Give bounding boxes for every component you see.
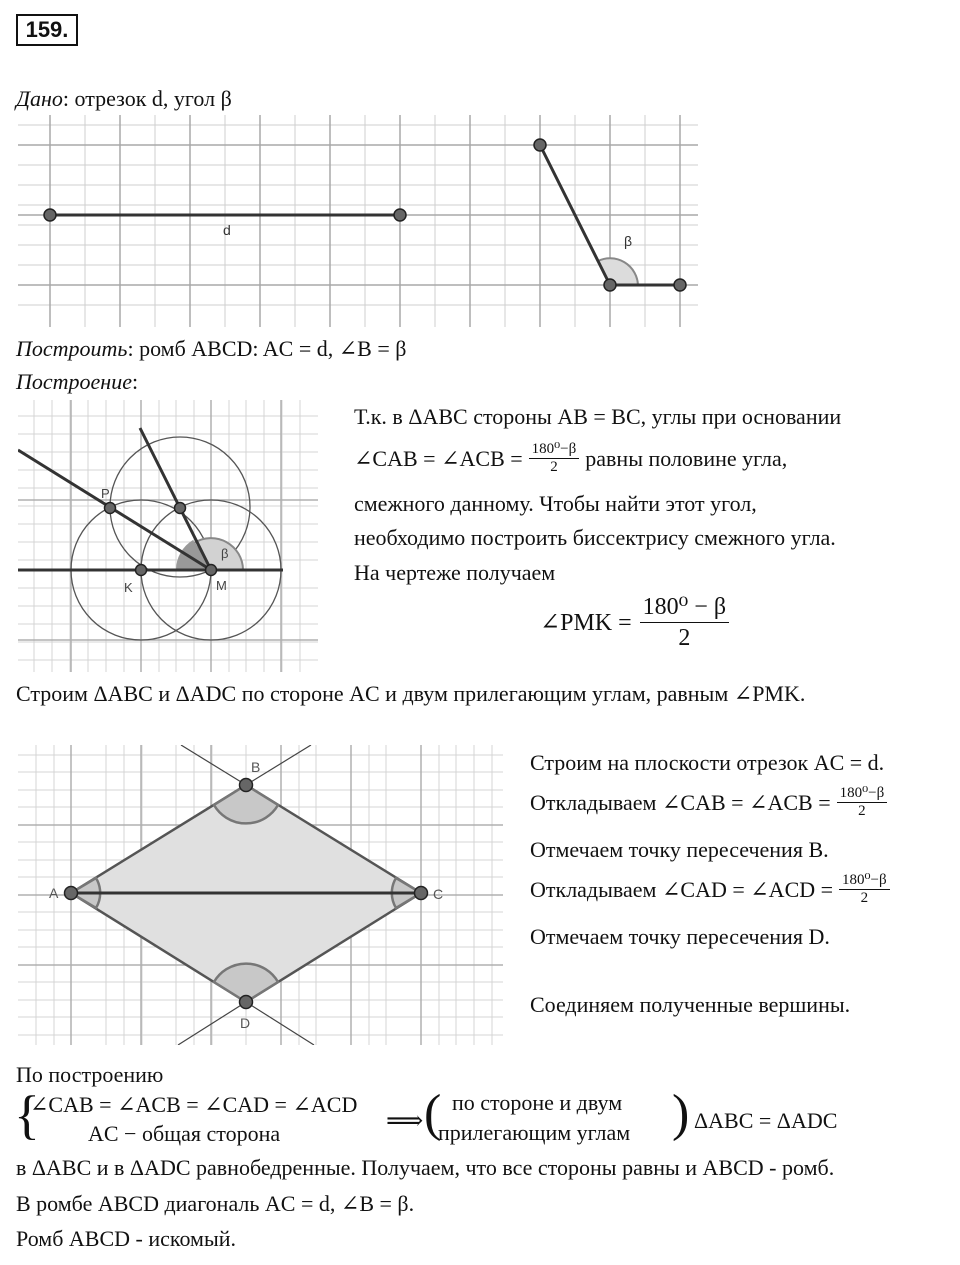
system-line-1: ∠CAB = ∠ACB = ∠CAD = ∠ACD	[30, 1092, 358, 1117]
pmk-formula	[540, 592, 729, 653]
explanation-line-1: Т.к. в ΔABC стороны AB = BC, углы при основании	[354, 404, 842, 429]
step-6: Соединяем полученные вершины.	[530, 992, 851, 1017]
point-m	[206, 565, 217, 576]
bisector-figure	[18, 400, 318, 672]
pmk-formula-lhs: ∠PMK =	[540, 610, 632, 636]
implies-arrow: ⟹	[386, 1106, 424, 1135]
point-p-label: P	[101, 486, 110, 501]
criteria-left-paren: (	[424, 1085, 442, 1142]
explanation-line-5: На чертеже получаем	[354, 560, 556, 585]
congruence-result: ΔABC = ΔADC	[694, 1108, 838, 1133]
vertex-d-label: D	[240, 1015, 251, 1031]
step-1: Строим на плоскости отрезок AC = d.	[530, 750, 885, 775]
construct-text: : ромб ABCD: AC = d, ∠B = β	[127, 336, 407, 361]
segment-d-label: d	[223, 222, 231, 238]
step-2-denominator: 2	[858, 803, 866, 819]
segment-d-start	[44, 209, 56, 221]
point-p	[105, 503, 116, 514]
explanation-line-3: смежного данному. Чтобы найти этот угол,	[354, 491, 757, 516]
proof-line-3: Ромб ABCD - искомый.	[16, 1226, 236, 1251]
explanation-fraction	[529, 441, 580, 476]
point-intersection	[175, 503, 186, 514]
construction-label: Построение	[16, 369, 132, 394]
step-2	[530, 785, 887, 820]
explanation-line-2	[354, 441, 787, 476]
point-m-label: M	[216, 578, 227, 593]
explanation-formula-suffix: равны половине угла,	[585, 445, 788, 471]
pmk-fraction	[640, 592, 729, 653]
angle-beta-label: β	[624, 233, 633, 249]
step-2-fraction	[837, 785, 888, 820]
construct-label: Построить	[16, 336, 128, 361]
proof-line-1: в ΔABC и в ΔADC равнобедренные. Получаем, что все стороны равны и ABCD - ромб.	[16, 1155, 835, 1180]
angle-point	[674, 279, 686, 291]
given-figure	[18, 115, 698, 327]
step-4-fraction	[839, 872, 890, 907]
angle-vertex	[604, 279, 616, 291]
step-4-numerator: 180⁰−β	[839, 872, 890, 890]
vertex-d	[240, 996, 253, 1009]
vertex-b-label: B	[251, 759, 261, 775]
fraction-numerator: 180⁰−β	[529, 441, 580, 459]
criteria-line-2: прилегающим углам	[438, 1120, 631, 1145]
pmk-numerator: 180⁰ − β	[640, 592, 729, 623]
system-brace: {	[14, 1085, 40, 1145]
vertex-a	[65, 887, 78, 900]
angle-beta-label: β	[221, 546, 229, 561]
construction-heading: Построение:	[16, 369, 139, 394]
given-label: Дано	[16, 86, 63, 111]
point-k	[136, 565, 147, 576]
step-4-denominator: 2	[860, 890, 869, 906]
criteria-right-paren: )	[672, 1085, 690, 1142]
proof-intro: По построению	[16, 1062, 164, 1087]
vertex-c	[415, 887, 428, 900]
segment-d-end	[394, 209, 406, 221]
system-line-2: AC − общая сторона	[88, 1121, 281, 1146]
step-4	[530, 872, 890, 907]
vertex-b	[240, 779, 253, 792]
given-line	[16, 86, 232, 112]
vertex-c-label: C	[433, 886, 444, 902]
step-2-numerator: 180⁰−β	[837, 785, 888, 803]
vertex-a-label: A	[49, 885, 59, 901]
proof-line-2: В ромбе ABCD диагональ AC = d, ∠B = β.	[16, 1191, 415, 1216]
pmk-denominator: 2	[678, 625, 691, 651]
point-k-label: K	[124, 580, 133, 595]
build-triangles-line: Строим ΔABC и ΔADC по стороне AC и двум прилегающим углам, равным ∠PMK.	[16, 681, 806, 706]
explanation-formula-prefix: ∠CAB = ∠ACB =	[354, 445, 523, 471]
construct-line	[16, 336, 406, 362]
explanation-line-4: необходимо построить биссектрису смежного угла.	[354, 525, 836, 550]
problem-number: 159.	[16, 14, 78, 46]
step-4-prefix: Откладываем ∠CAD = ∠ACD =	[530, 876, 834, 902]
criteria-line-1: по стороне и двум	[452, 1090, 623, 1115]
fraction-denominator: 2	[550, 459, 558, 475]
step-3: Отмечаем точку пересечения B.	[530, 837, 829, 862]
step-2-prefix: Откладываем ∠CAB = ∠ACB =	[530, 789, 831, 815]
angle-point	[534, 139, 546, 151]
given-text: : отрезок d, угол β	[62, 86, 232, 111]
rhombus-figure	[18, 745, 503, 1045]
step-5: Отмечаем точку пересечения D.	[530, 924, 830, 949]
